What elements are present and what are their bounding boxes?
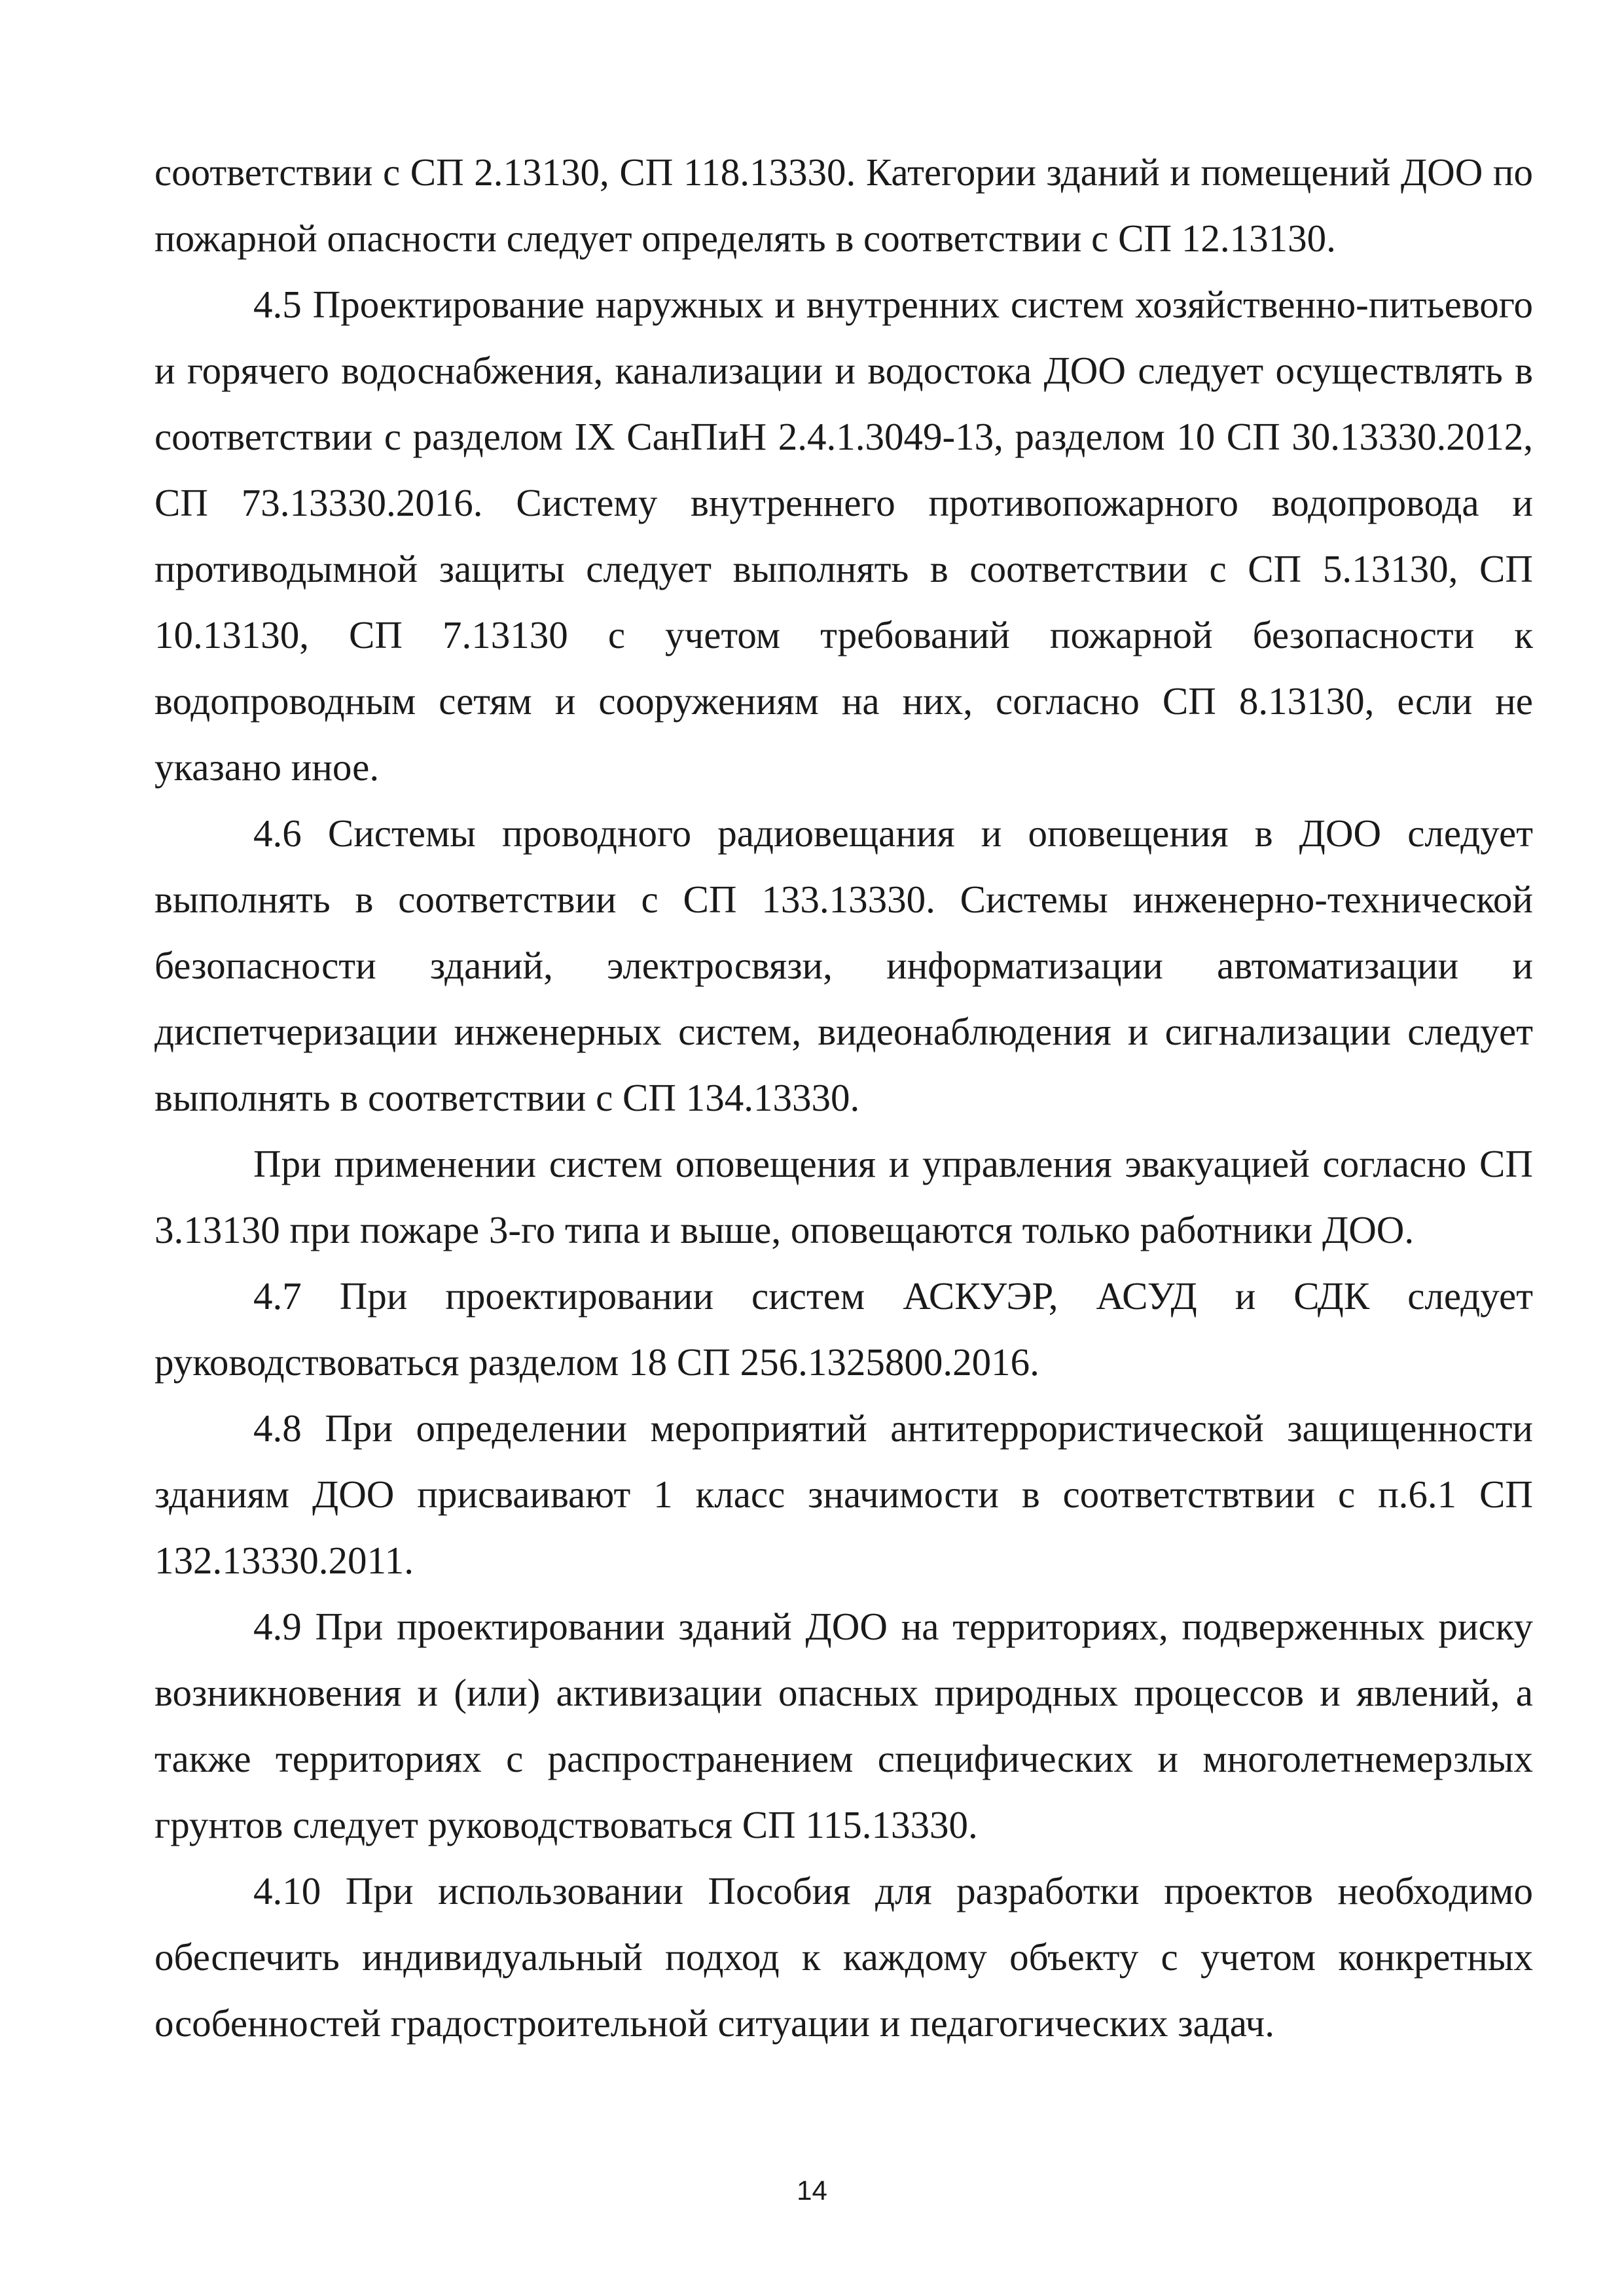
paragraph-4-10: 4.10 При использовании Пособия для разработки проектов необходимо обеспечить индивидуальный подход к каждому объекту с учетом конкретных особенностей градостроительной ситуации и педагогических задач.: [154, 1869, 1533, 2045]
page-number: 14: [797, 2175, 827, 2206]
body-text: [154, 139, 1533, 2056]
paragraph-4-7: 4.7 При проектировании систем АСКУЭР, АСУД и СДК следует руководствоваться разделом 18 СП 256.1325800.2016.: [154, 1274, 1533, 1384]
paragraph-4-8: 4.8 При определении мероприятий антитеррористической защищенности зданиям ДОО присваивают 1 класс значимости в соответствтвии с п.6.1 СП 132.13330.2011.: [154, 1407, 1533, 1582]
paragraph-continuation: соответствии с СП 2.13130, СП 118.13330. Категории зданий и помещений ДОО по пожарной опасности следует определять в соответствии с СП 12.13130.: [154, 151, 1533, 260]
paragraph-4-9: 4.9 При проектировании зданий ДОО на территориях, подверженных риску возникновения и (или) активизации опасных природных процессов и явлений, а также территориях с распространением специфических и многолетнемерзлых грунтов следует руководствоваться СП 115.13330.: [154, 1605, 1533, 1846]
paragraph-4-5: 4.5 Проектирование наружных и внутренних систем хозяйственно-питьевого и горячего водоснабжения, канализации и водостока ДОО следует осуществлять в соответствии с разделом IX СанПиН 2.4.1.3049-13, разделом 10 СП 30.13330.2012, СП 73.13330.2016. Систему внутреннего противопожарного водопровода и противодымной защиты следует выполнять в соответствии с СП 5.13130, СП 10.13130, СП 7.13130 с учетом требований пожарной безопасности к водопроводным сетям и сооружениям на них, согласно СП 8.13130, если не указано иное.: [154, 283, 1533, 789]
paragraph-4-6: 4.6 Системы проводного радиовещания и оповещения в ДОО следует выполнять в соответствии с СП 133.13330. Системы инженерно-технической безопасности зданий, электросвязи, информатизации автоматизации и диспетчеризации инженерных систем, видеонаблюдения и сигнализации следует выполнять в соответствии с СП 134.13330.: [154, 812, 1533, 1119]
paragraph-notification: При применении систем оповещения и управления эвакуацией согласно СП 3.13130 при пожаре 3-го типа и выше, оповещаются только работники ДОО.: [154, 1142, 1533, 1251]
